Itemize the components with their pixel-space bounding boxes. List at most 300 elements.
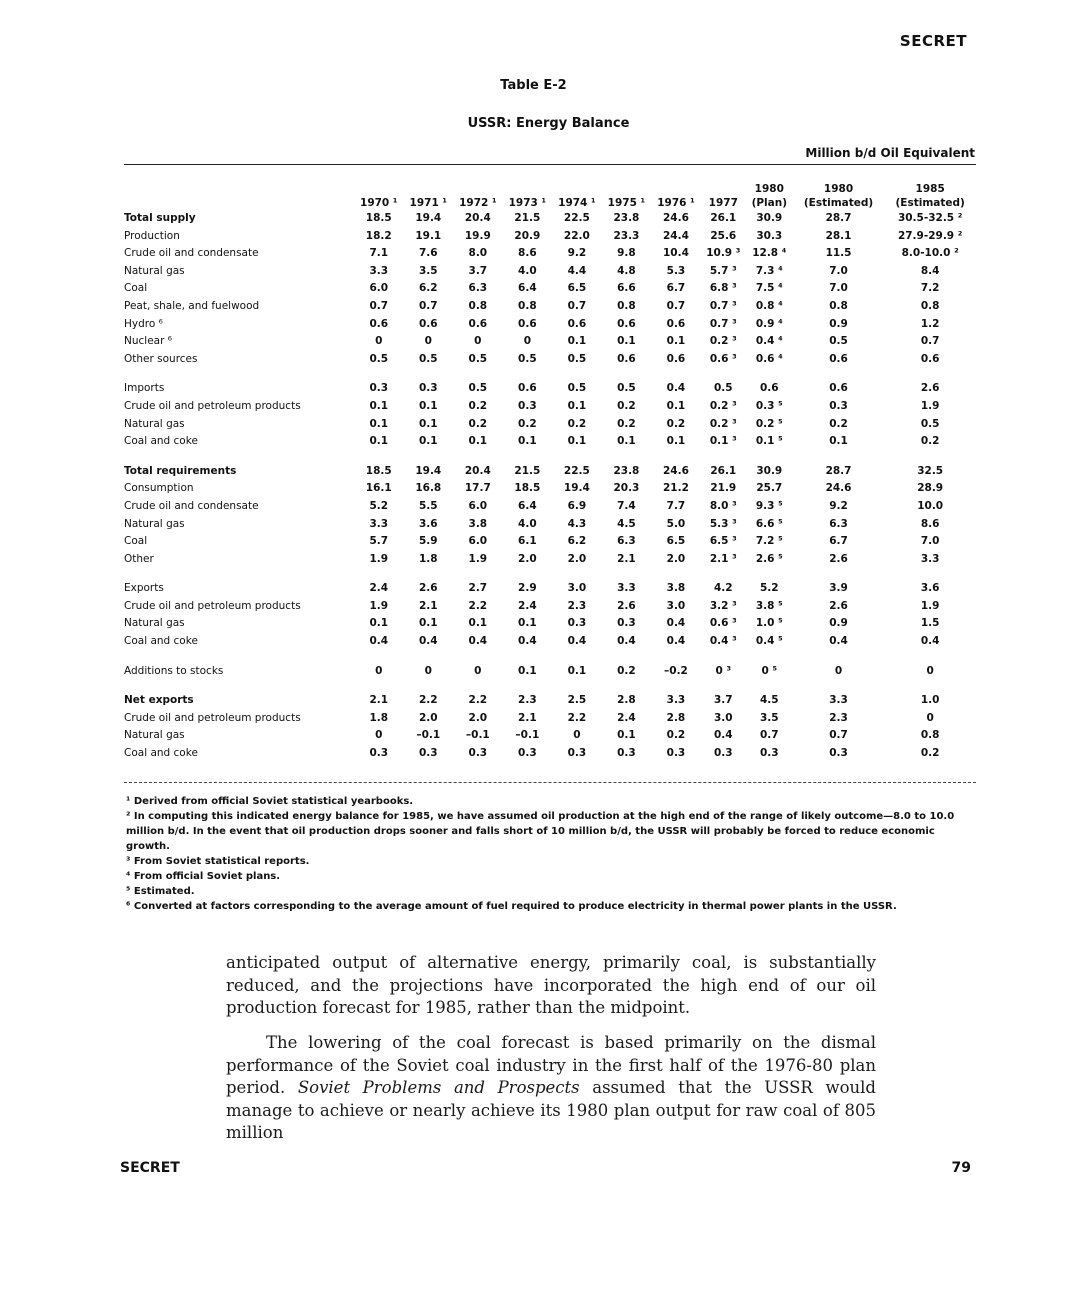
table-cell: 23.8 <box>613 464 640 477</box>
table-cell: 4.5 <box>759 694 779 707</box>
table-cell: 0.3 <box>617 617 636 630</box>
column-header <box>552 172 602 210</box>
table-cell: 0.1 ⁵ <box>755 435 783 448</box>
table-cell: 1.9 <box>369 552 389 565</box>
table-cell: –0.2 <box>664 664 688 677</box>
table-cell: 3.0 <box>666 599 686 612</box>
table-cell: 21.9 <box>710 482 737 495</box>
row-spacer <box>124 680 976 692</box>
column-header-bottom: 1975 ¹ <box>607 197 646 209</box>
column-header-bottom: 1976 ¹ <box>657 197 695 209</box>
row-spacer <box>124 368 976 380</box>
table-cell: 7.7 <box>666 499 686 512</box>
table-cell: 9.2 <box>567 247 587 260</box>
table-cell: 28.7 <box>825 464 852 477</box>
table-cell: 0.7 ³ <box>709 299 737 312</box>
table-cell: 28.1 <box>825 229 852 242</box>
table-cell: 6.2 <box>567 535 587 548</box>
table-cell: 24.6 <box>662 212 689 224</box>
table-cell: 0.2 <box>617 417 636 430</box>
table-cell: 6.7 <box>829 535 848 548</box>
table-cell: 0.3 <box>567 747 587 760</box>
table-cell: 23.3 <box>613 229 640 242</box>
spacer-cell <box>124 680 976 692</box>
table-cell: 1.2 <box>920 317 940 330</box>
table-cell: 0 <box>375 335 383 348</box>
table-cell: 5.2 <box>759 582 779 595</box>
table-cell: 0.1 <box>418 617 438 630</box>
table-cell: 0.8 <box>920 299 940 312</box>
table-cell: 18.2 <box>365 229 392 242</box>
table-cell: 0.7 <box>759 729 779 742</box>
table-cell: 1.9 <box>468 552 488 565</box>
table-cell: 6.5 <box>666 535 686 548</box>
table-cell: 6.4 <box>518 282 537 295</box>
table-cell: 0.2 <box>666 729 686 742</box>
table-cell: 0.4 <box>666 617 686 630</box>
table-cell: 3.8 <box>666 582 686 595</box>
table-cell: 0.2 <box>920 435 940 448</box>
table-cell: 2.6 <box>920 382 940 395</box>
table-cell: 0.8 <box>829 299 848 312</box>
row-spacer <box>124 451 976 463</box>
table-cell: 0.5 <box>567 352 587 365</box>
table-cell: 0.2 <box>468 417 488 430</box>
table-cell: 0 <box>424 335 432 348</box>
table-row <box>124 727 976 745</box>
table-cell: 0.2 ³ <box>709 417 737 430</box>
table-cell: 0.8 <box>617 299 636 312</box>
table-cell: 0.1 <box>369 617 389 630</box>
table-cell: 0.3 <box>369 747 389 760</box>
footnote: ³ From Soviet statistical reports. <box>126 856 310 867</box>
table-cell: 0.1 <box>468 435 488 448</box>
table-cell: 2.2 <box>468 599 488 612</box>
table-cell: 19.9 <box>464 229 491 242</box>
table-cell: 25.6 <box>710 229 737 242</box>
table-cell: 2.8 <box>666 711 686 724</box>
table-cell: 27.9-29.9 ² <box>897 229 963 242</box>
table-cell: 0.5 <box>567 382 587 395</box>
table-cell: 2.6 <box>829 552 848 565</box>
table-cell: 26.1 <box>710 464 737 477</box>
row-label: Consumption <box>124 482 194 495</box>
table-cell: 0 <box>926 664 934 677</box>
table-cell: 0 <box>573 729 581 742</box>
table-cell: –0.1 <box>515 729 540 742</box>
column-header-top: 1985 <box>915 183 945 195</box>
table-cell: 3.2 ³ <box>709 599 737 612</box>
row-label: Natural gas <box>124 729 185 742</box>
table-cell: 6.3 <box>829 517 848 530</box>
table-cell: 0.6 <box>829 352 848 365</box>
table-cell: 0.2 <box>518 417 537 430</box>
paragraph-2-end: assumed that the USSR would manage to achieve or nearly achieve its 1980 plan output for raw coal of 805 million <box>226 1078 876 1142</box>
table-cell: 0.3 ⁵ <box>755 399 783 412</box>
table-cell: 0.3 <box>468 747 488 760</box>
table-cell: 0.1 <box>518 617 537 630</box>
paragraph-2-start: The lowering of the coal forecast is based primarily on the dismal performance of the Soviet coal industry in the first half of the 1976-80 plan period. <box>226 1033 876 1097</box>
row-label: Additions to stocks <box>124 664 224 677</box>
table-cell: 7.0 <box>920 535 940 548</box>
table-cell: 2.0 <box>418 711 438 724</box>
table-cell: 1.5 <box>920 617 940 630</box>
table-cell: 0 <box>474 664 482 677</box>
row-label: Net exports <box>124 694 194 707</box>
table-cell: 0.5 <box>617 382 636 395</box>
table-number: Table E-2 <box>500 78 567 93</box>
body-paragraph-1: anticipated output of alternative energy, primarily coal, is substantially reduced, and the projections have incorporated the high end of our oil production forecast for 1985, rather than the midpoint. <box>226 953 876 1017</box>
table-cell: 2.6 ⁵ <box>755 552 783 565</box>
table-cell: 24.6 <box>662 464 689 477</box>
table-row <box>124 498 976 516</box>
table-cell: 0.4 <box>666 382 686 395</box>
table-cell: 0.2 <box>567 417 587 430</box>
table-cell: 0.6 <box>518 317 537 330</box>
table-cell: 2.6 <box>617 599 636 612</box>
table-cell: 18.5 <box>365 212 392 224</box>
table-cell: 0.1 <box>518 435 537 448</box>
table-cell: 0.4 ⁴ <box>755 335 783 348</box>
table-cell: 0.6 <box>518 382 537 395</box>
table-cell: 0.1 <box>617 729 636 742</box>
table-row <box>124 398 976 416</box>
table-row <box>124 480 976 498</box>
table-cell: 0.3 <box>713 747 733 760</box>
header-blank <box>124 172 354 210</box>
table-cell: 2.1 <box>518 711 537 724</box>
table-cell: 0.1 <box>567 399 587 412</box>
table-cell: 0.7 <box>567 299 587 312</box>
column-header-bottom: 1970 ¹ <box>360 197 398 209</box>
table-cell: 6.0 <box>369 282 389 295</box>
table-cell: 3.3 <box>617 582 636 595</box>
table-cell: 24.4 <box>662 229 689 242</box>
table-cell: 4.4 <box>567 264 587 277</box>
table-cell: 5.3 ³ <box>709 517 737 530</box>
table-cell: 0.2 <box>617 664 636 677</box>
table-cell: 4.5 <box>617 517 636 530</box>
table-top-rule <box>124 164 976 165</box>
spacer-cell <box>124 368 976 380</box>
table-cell: 30.3 <box>756 229 783 242</box>
table-cell: 3.9 <box>829 582 848 595</box>
table-cell: 2.2 <box>468 694 488 707</box>
table-cell: 0.5 <box>369 352 389 365</box>
table-cell: 2.3 <box>567 599 587 612</box>
table-cell: 0.7 <box>666 299 686 312</box>
table-cell: 0 <box>375 729 383 742</box>
table-cell: 7.2 ⁵ <box>755 535 783 548</box>
table-cell: 10.9 ³ <box>706 247 741 260</box>
table-cell: 2.1 <box>369 694 389 707</box>
column-header-bottom: 1973 ¹ <box>508 197 547 209</box>
table-cell: 30.9 <box>756 212 783 224</box>
table-cell: 1.0 <box>920 694 940 707</box>
table-cell: 0.8 <box>518 299 537 312</box>
table-cell: 0.4 <box>418 635 438 648</box>
table-cell: 6.7 <box>666 282 686 295</box>
table-cell: 2.2 <box>567 711 587 724</box>
table-cell: 0.1 <box>418 435 438 448</box>
table-cell: 22.0 <box>563 229 590 242</box>
row-label: Coal <box>124 282 148 295</box>
table-row <box>124 263 976 281</box>
table-cell: 0.1 <box>369 399 389 412</box>
table-cell: 0.2 ³ <box>709 399 737 412</box>
table-cell: 20.4 <box>464 464 491 477</box>
table-cell: 0.6 <box>418 317 438 330</box>
table-cell: 0.3 <box>829 399 848 412</box>
table-cell: 10.4 <box>662 247 689 260</box>
table-cell: 5.7 <box>369 535 389 548</box>
table-row <box>124 598 976 616</box>
table-cell: 26.1 <box>710 212 737 224</box>
table-cell: 24.6 <box>825 482 852 495</box>
table-cell: 6.5 <box>567 282 587 295</box>
table-cell: 0 <box>474 335 482 348</box>
table-cell: 6.5 ³ <box>709 535 737 548</box>
table-cell: 6.6 ⁵ <box>755 517 783 530</box>
table-cell: 12.8 ⁴ <box>752 247 787 260</box>
table-cell: 0.9 ⁴ <box>755 317 783 330</box>
table-cell: 0.6 <box>468 317 488 330</box>
table-cell: 0.9 <box>829 617 848 630</box>
row-label: Other <box>124 552 154 565</box>
row-label: Crude oil and petroleum products <box>124 711 301 724</box>
table-cell: 3.3 <box>369 517 389 530</box>
row-label: Coal <box>124 535 148 548</box>
table-row <box>124 333 976 351</box>
table-cell: 9.2 <box>829 499 848 512</box>
table-cell: 1.9 <box>369 599 389 612</box>
table-cell: 0.4 <box>567 635 587 648</box>
row-label: Coal and coke <box>124 747 198 760</box>
table-cell: 0.2 <box>666 417 686 430</box>
table-cell: 2.9 <box>518 582 537 595</box>
table-cell: 18.5 <box>365 464 392 477</box>
column-header-top: 1980 <box>823 183 854 195</box>
table-cell: 7.0 <box>829 264 848 277</box>
table-cell: 0.6 <box>369 317 389 330</box>
column-header-bottom: (Estimated) <box>803 197 874 209</box>
table-row <box>124 615 976 633</box>
row-label: Natural gas <box>124 617 185 630</box>
classification-footer: SECRET <box>120 1160 180 1176</box>
table-cell: 2.0 <box>468 711 488 724</box>
column-header-bottom: (Plan) <box>751 197 788 209</box>
table-row <box>124 298 976 316</box>
table-cell: 0.4 <box>666 635 686 648</box>
table-cell: 0.3 <box>759 747 779 760</box>
table-cell: 30.5-32.5 ² <box>897 212 963 224</box>
table-cell: 19.1 <box>415 229 442 242</box>
table-cell: 1.9 <box>920 599 940 612</box>
row-label: Nuclear ⁶ <box>124 335 172 348</box>
row-spacer <box>124 568 976 580</box>
table-row <box>124 692 976 710</box>
table-cell: 0.6 <box>759 382 779 395</box>
table-cell: 0.7 <box>369 299 389 312</box>
table-cell: 0.1 ³ <box>709 435 737 448</box>
table-cell: 0.5 <box>468 352 488 365</box>
row-label: Natural gas <box>124 417 185 430</box>
table-cell: 2.2 <box>418 694 438 707</box>
table-cell: 0 <box>926 711 934 724</box>
table-cell: 0.5 <box>418 352 438 365</box>
row-label: Peat, shale, and fuelwood <box>124 299 260 312</box>
table-cell: 1.9 <box>920 399 940 412</box>
table-cell: 0.1 <box>567 664 587 677</box>
table-cell: 0.7 <box>418 299 438 312</box>
table-cell: 21.5 <box>514 464 541 477</box>
column-header <box>701 172 746 210</box>
table-header-row <box>124 172 976 210</box>
row-label: Crude oil and petroleum products <box>124 399 301 412</box>
table-cell: 0.8 ⁴ <box>755 299 783 312</box>
table-cell: 7.1 <box>369 247 389 260</box>
table-cell: 5.3 <box>666 264 686 277</box>
row-label: Other sources <box>124 352 198 365</box>
page-number: 79 <box>951 1160 971 1176</box>
table-cell: 6.9 <box>567 499 587 512</box>
row-label: Total supply <box>124 212 196 224</box>
table-row <box>124 633 976 651</box>
table-cell: 16.1 <box>365 482 392 495</box>
table-cell: 0.5 <box>713 382 733 395</box>
table-cell: 3.3 <box>666 694 686 707</box>
table-cell: 0.5 <box>518 352 537 365</box>
table-cell: 0.1 <box>666 335 686 348</box>
table-cell: 5.2 <box>369 499 389 512</box>
table-cell: 5.7 ³ <box>709 264 737 277</box>
table-cell: 19.4 <box>415 464 442 477</box>
table-row <box>124 580 976 598</box>
row-label: Coal and coke <box>124 635 198 648</box>
table-cell: 0.1 <box>369 435 389 448</box>
table-cell: 0.3 <box>418 382 438 395</box>
table-cell: 0.9 <box>829 317 848 330</box>
table-cell: 28.7 <box>825 212 852 224</box>
table-cell: 22.5 <box>563 464 590 477</box>
table-cell: 0.7 <box>829 729 848 742</box>
table-row <box>124 533 976 551</box>
column-header-top: 1980 <box>754 183 784 195</box>
table-cell: 0.4 ⁵ <box>755 635 783 648</box>
table-cell: 2.5 <box>567 694 587 707</box>
row-label: Crude oil and condensate <box>124 247 259 260</box>
table-cell: 3.3 <box>369 264 389 277</box>
table-cell: 0.3 <box>369 382 389 395</box>
table-cell: 3.5 <box>418 264 438 277</box>
table-cell: 9.3 ⁵ <box>755 499 783 512</box>
table-cell: 0.1 <box>567 435 587 448</box>
table-cell: 6.2 <box>418 282 438 295</box>
table-cell: 0.1 <box>617 435 636 448</box>
table-cell: 21.2 <box>662 482 689 495</box>
table-cell: 16.8 <box>415 482 442 495</box>
table-cell: 4.0 <box>518 264 537 277</box>
table-cell: 0 <box>834 664 843 677</box>
table-cell: 0.3 <box>829 747 848 760</box>
column-header-bottom: (Estimated) <box>895 197 965 209</box>
table-cell: 0.6 <box>829 382 848 395</box>
table-cell: 6.6 <box>617 282 636 295</box>
table-cell: 8.0-10.0 ² <box>901 247 959 260</box>
table-cell: 0.5 <box>468 382 488 395</box>
table-cell: 6.3 <box>468 282 488 295</box>
table-cell: 0.4 <box>468 635 488 648</box>
table-cell: 0.6 ⁴ <box>755 352 783 365</box>
table-row <box>124 316 976 334</box>
table-cell: 0.6 <box>920 352 940 365</box>
table-cell: 5.9 <box>418 535 438 548</box>
table-cell: 0 <box>375 664 383 677</box>
table-title: USSR: Energy Balance <box>467 116 630 131</box>
column-header <box>404 172 454 210</box>
table-cell: 2.0 <box>567 552 587 565</box>
footnote: ⁵ Estimated. <box>126 886 195 897</box>
table-cell: 2.1 <box>617 552 636 565</box>
table-cell: 0.6 <box>567 317 587 330</box>
table-cell: 0.8 <box>468 299 488 312</box>
table-row <box>124 210 976 228</box>
table-cell: 0.4 ³ <box>709 635 737 648</box>
table-row <box>124 551 976 569</box>
table-cell: 2.0 <box>518 552 537 565</box>
row-label: Imports <box>124 382 165 395</box>
table-cell: 0.3 <box>617 747 636 760</box>
spacer-cell <box>124 651 976 663</box>
table-cell: 0.4 <box>617 635 636 648</box>
table-cell: 0.5 <box>920 417 940 430</box>
table-cell: 30.9 <box>756 464 783 477</box>
table-cell: 8.4 <box>920 264 940 277</box>
table-cell: 0 ³ <box>715 664 732 677</box>
table-cell: 20.9 <box>514 229 541 242</box>
table-cell: 0.6 ³ <box>709 617 737 630</box>
table-cell: 2.6 <box>829 599 848 612</box>
column-header <box>503 172 553 210</box>
table-cell: 0.5 <box>829 335 848 348</box>
column-header-bottom: 1974 ¹ <box>558 197 596 209</box>
table-cell: 32.5 <box>917 464 944 477</box>
table-row <box>124 433 976 451</box>
column-header-bottom: 1977 <box>708 197 738 209</box>
table-cell: 21.5 <box>514 212 541 224</box>
table-cell: 0.3 <box>666 747 686 760</box>
table-cell: 3.0 <box>567 582 587 595</box>
table-cell: 2.7 <box>468 582 488 595</box>
table-cell: 6.0 <box>468 535 488 548</box>
table-cell: 6.8 ³ <box>709 282 737 295</box>
table-cell: 4.2 <box>713 582 733 595</box>
energy-balance-table <box>124 172 976 763</box>
table-cell: 0.3 <box>518 747 537 760</box>
table-cell: 19.4 <box>563 482 590 495</box>
table-cell: 0.1 <box>468 617 488 630</box>
body-paragraph-2 <box>226 1032 876 1145</box>
classification-header: SECRET <box>899 32 967 50</box>
table-cell: 0.7 <box>920 335 940 348</box>
column-header <box>453 172 503 210</box>
table-cell: 0.6 <box>666 352 686 365</box>
table-cell: 20.4 <box>464 212 491 224</box>
table-cell: 3.7 <box>468 264 488 277</box>
column-header <box>793 172 885 210</box>
table-cell: 0.4 <box>369 635 389 648</box>
table-cell: 8.6 <box>920 517 940 530</box>
